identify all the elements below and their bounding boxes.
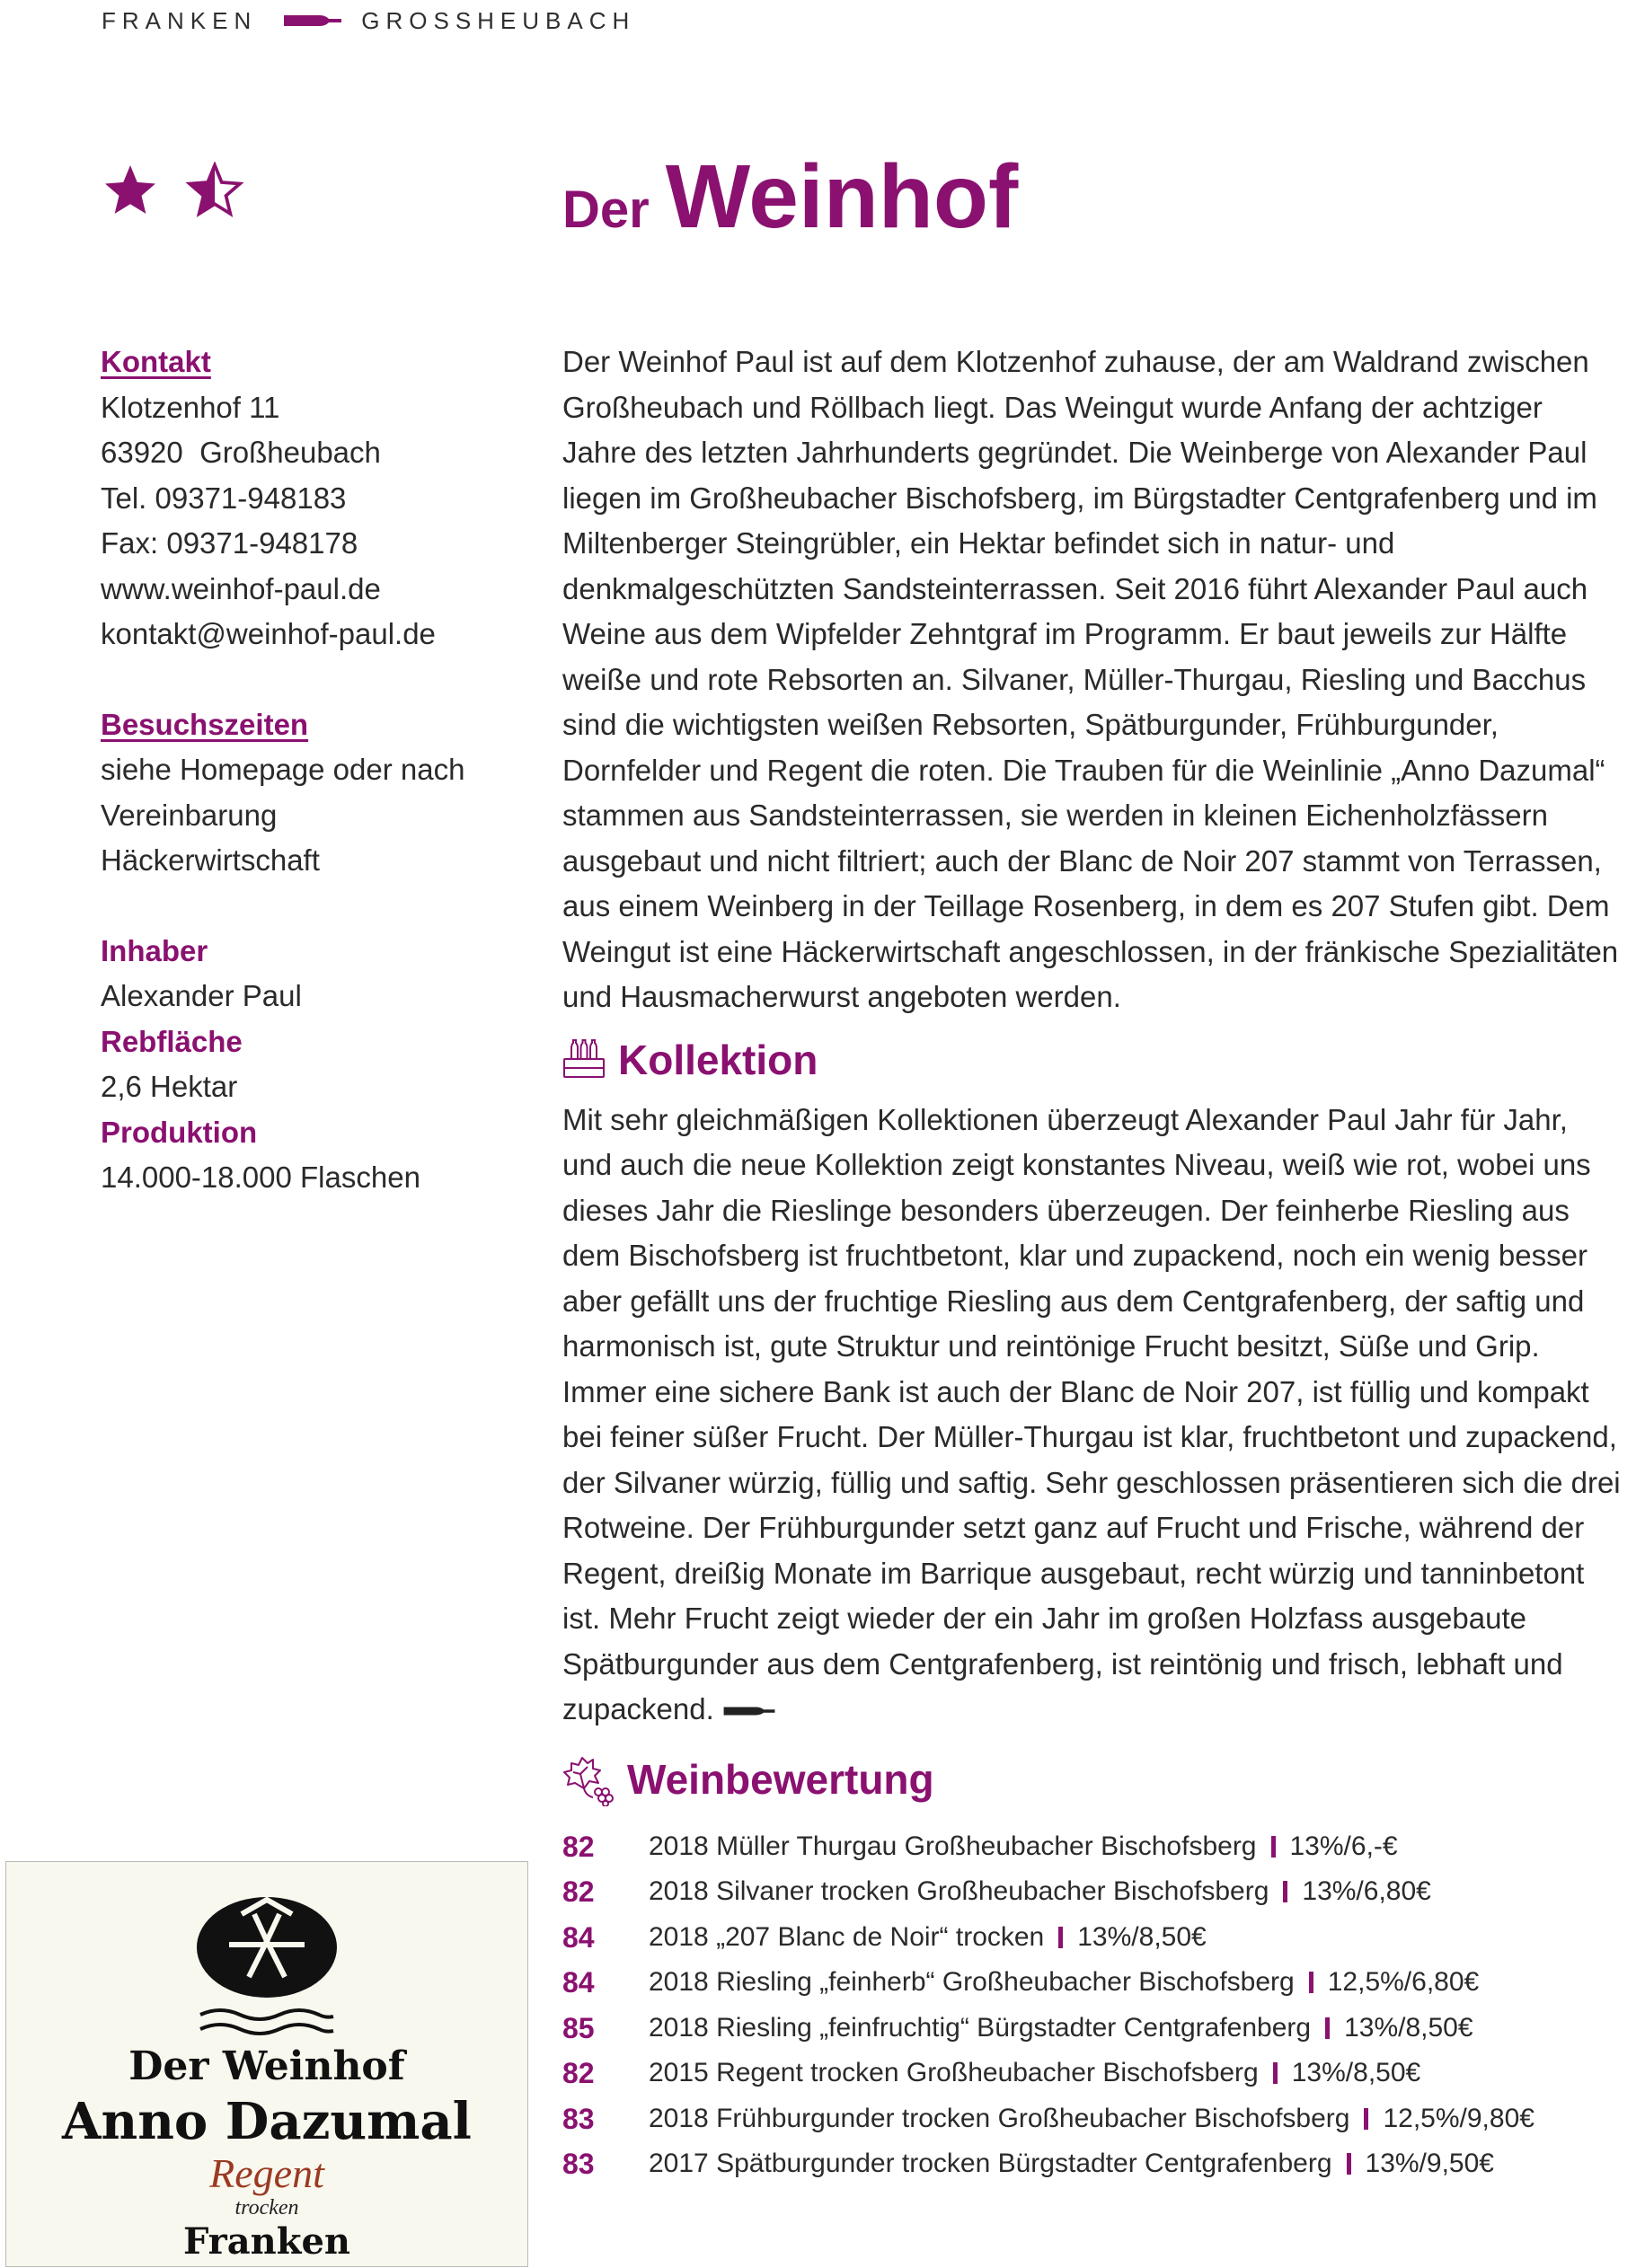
rating-score: 82: [562, 2057, 595, 2089]
label-region: Franken: [182, 2220, 351, 2263]
label-line2: Anno Dazumal: [62, 2092, 472, 2151]
grape-leaf-icon: [562, 1752, 615, 1806]
kontakt-website-link[interactable]: www.weinhof-paul.de: [101, 571, 381, 605]
produktion-value: 14.000-18.000 Flaschen: [101, 1160, 420, 1194]
rating-detail: 13%/9,50€: [1365, 2149, 1494, 2178]
rating-score: 82: [562, 1875, 595, 1908]
rating-row: [562, 2051, 1623, 2096]
inhaber-label: Inhaber: [101, 933, 208, 967]
rating-row: [562, 1869, 1623, 1915]
rating-detail: 13%/8,50€: [1344, 2012, 1473, 2043]
rating-row: [562, 1960, 1623, 2006]
star-half-icon: [185, 162, 244, 219]
rating-wine: 2017 Spätburgunder trocken Bürgstadter Centgrafenberg: [649, 2149, 1332, 2178]
rebflaeche-value: 2,6 Hektar: [101, 1070, 238, 1103]
rating-score: 84: [562, 1920, 595, 1954]
rating-wine: 2015 Regent trocken Großheubacher Bischofsberg: [649, 2058, 1259, 2087]
kollektion-paragraph: [562, 1098, 1623, 1733]
wine-label-image: [5, 1861, 528, 2267]
kontakt-phone: Tel. 09371-948183: [101, 481, 347, 515]
wine-crate-icon: [562, 1039, 606, 1081]
weinbewertung-title: Weinbewertung: [627, 1755, 934, 1803]
label-style: trocken: [234, 2196, 299, 2219]
bottle-end-icon: [722, 1704, 776, 1718]
label-line1: Der Weinhof: [128, 2043, 405, 2089]
produktion-label: Produktion: [101, 1115, 258, 1149]
kollektion-heading: [562, 1033, 1623, 1087]
kontakt-fax: Fax: 09371-948178: [101, 526, 358, 560]
rating-detail: 13%/8,50€: [1077, 1921, 1207, 1952]
rating-score: 82: [562, 1830, 595, 1863]
header-region: FRANKEN: [102, 6, 258, 34]
weinbewertung-heading: [562, 1752, 1623, 1806]
rating-score: 85: [562, 2011, 595, 2044]
kontakt-address: Klotzenhof 11: [101, 390, 280, 424]
rating-row: [562, 2096, 1623, 2142]
rating-wine: 2018 Müller Thurgau Großheubacher Bischofsberg: [649, 1831, 1257, 1861]
kontakt-label: Kontakt: [101, 345, 211, 378]
rating-wine: 2018 Riesling „feinfruchtig“ Bürgstadter Centgrafenberg: [649, 2012, 1312, 2043]
rating-detail: 13%/8,50€: [1291, 2058, 1421, 2087]
rating-score: 83: [562, 2148, 595, 2180]
kontakt-email-link[interactable]: kontakt@weinhof-paul.de: [101, 617, 436, 650]
rating-row: [562, 1915, 1623, 1961]
rating-score: 84: [562, 1966, 595, 1999]
kontakt-city: 63920 Großheubach: [101, 436, 381, 469]
besuch-line: Vereinbarung: [101, 798, 278, 832]
besuch-line: siehe Homepage oder nach: [101, 753, 465, 786]
wine-ratings-list: [562, 1824, 1623, 2187]
header-bar: [102, 5, 635, 36]
rating-wine: 2018 „207 Blanc de Noir“ trocken: [649, 1921, 1045, 1952]
page-title: [562, 146, 1018, 249]
rating-detail: 12,5%/6,80€: [1327, 1967, 1480, 1997]
title-prefix: Der: [562, 181, 650, 239]
wine-bottle-icon: [284, 13, 341, 29]
besuch-line: Häckerwirtschaft: [101, 843, 320, 877]
rating-stars: [101, 162, 244, 219]
wine-label-artwork: [6, 1862, 527, 2266]
rating-detail: 12,5%/9,80€: [1383, 2103, 1534, 2133]
rating-row: [562, 2141, 1623, 2187]
besuch-label: Besuchszeiten: [101, 707, 309, 741]
star-full-icon: [101, 162, 160, 219]
main-content: [562, 340, 1623, 2187]
rating-detail: 13%/6,-€: [1289, 1831, 1398, 1861]
rating-score: 83: [562, 2102, 595, 2135]
rating-wine: 2018 Silvaner trocken Großheubacher Bischofsberg: [649, 1876, 1269, 1906]
rating-row: [562, 1824, 1623, 1870]
rating-wine: 2018 Frühburgunder trocken Großheubacher Bischofsberg: [649, 2103, 1350, 2133]
kollektion-title: Kollektion: [618, 1036, 818, 1083]
rating-wine: 2018 Riesling „feinherb“ Großheubacher Bischofsberg: [649, 1967, 1295, 1997]
rating-detail: 13%/6,80€: [1302, 1876, 1431, 1906]
inhaber-value: Alexander Paul: [101, 979, 302, 1012]
label-variety: Regent: [209, 2150, 324, 2196]
header-place: GROSSHEUBACH: [361, 6, 636, 34]
sidebar-info: [101, 340, 523, 1201]
title-main: Weinhof: [665, 146, 1019, 247]
kollektion-text: Mit sehr gleichmäßigen Kollektionen überzeugt Alexander Paul Jahr für Jahr, und auch die neue Kollektion zeigt konstantes Niveau, weiß wie rot, wobei uns dieses Jahr die Rieslinge besonders überzeugen. Der feinherbe Riesling aus dem Bischofsberg ist fruchtbetont, klar und zupackend, noch ein wenig besser aber gefällt uns der fruchtige Riesling aus dem Centgrafenberg, der saftig und harmonisch ist, gute Struktur und reintönige Frucht besitzt, Süße und Grip. Immer eine sichere Bank ist auch der Blanc de Noir 207, ist füllig und kompakt bei feiner süßer Frucht. Der Müller-Thurgau ist klar, fruchtbetont und zupackend, der Silvaner würzig, füllig und saftig. Sehr geschlossen präsentieren sich die drei Rotweine. Der Frühburgunder setzt ganz auf Frucht und Frische, während der Regent, dreißig Monate im Barrique ausgebaut, recht würzig und tanninbetont ist. Mehr Frucht zeigt wieder der ein Jahr im großen Holzfass ausgebaute Spätburgunder aus dem Centgrafenberg, ist reintönig und frisch, lebhaft und zupackend.: [562, 1102, 1621, 1725]
rating-row: [562, 2006, 1623, 2052]
rebflaeche-label: Rebfläche: [101, 1024, 243, 1058]
intro-paragraph: Der Weinhof Paul ist auf dem Klotzenhof zuhause, der am Waldrand zwischen Großheubach und Röllbach liegt. Das Weingut wurde Anfang der achtziger Jahre des letzten Jahrhunderts gegründet. Die Weinberge von Alexander Paul liegen im Großheubacher Bischofsberg, im Bürgstadter Centgrafenberg und im Miltenberger Steingrübler, ein Hektar befindet sich in natur- und denkmalgeschützten Sandsteinterrassen. Seit 2016 führt Alexander Paul auch Weine aus dem Wipfelder Zehntgraf im Programm. Er baut jeweils zur Hälfte weiße und rote Rebsorten an. Silvaner, Müller-Thurgau, Riesling und Bacchus sind die wichtigsten weißen Rebsorten, Spätburgunder, Frühburgunder, Dornfelder und Regent die roten. Die Trauben für die Weinlinie „Anno Dazumal“ stammen aus Sandsteinterrassen, sie werden in kleinen Eichenholzfässern ausgebaut und nicht filtriert; auch der Blanc de Noir 207 stammt von Terrassen, aus einem Weinberg in der Teillage Rosenberg, in dem es 207 Stufen gibt. Dem Weingut ist eine Häckerwirtschaft angeschlossen, in der fränkische Spezialitäten und Hausmacherwurst angeboten werden.: [562, 345, 1619, 1013]
